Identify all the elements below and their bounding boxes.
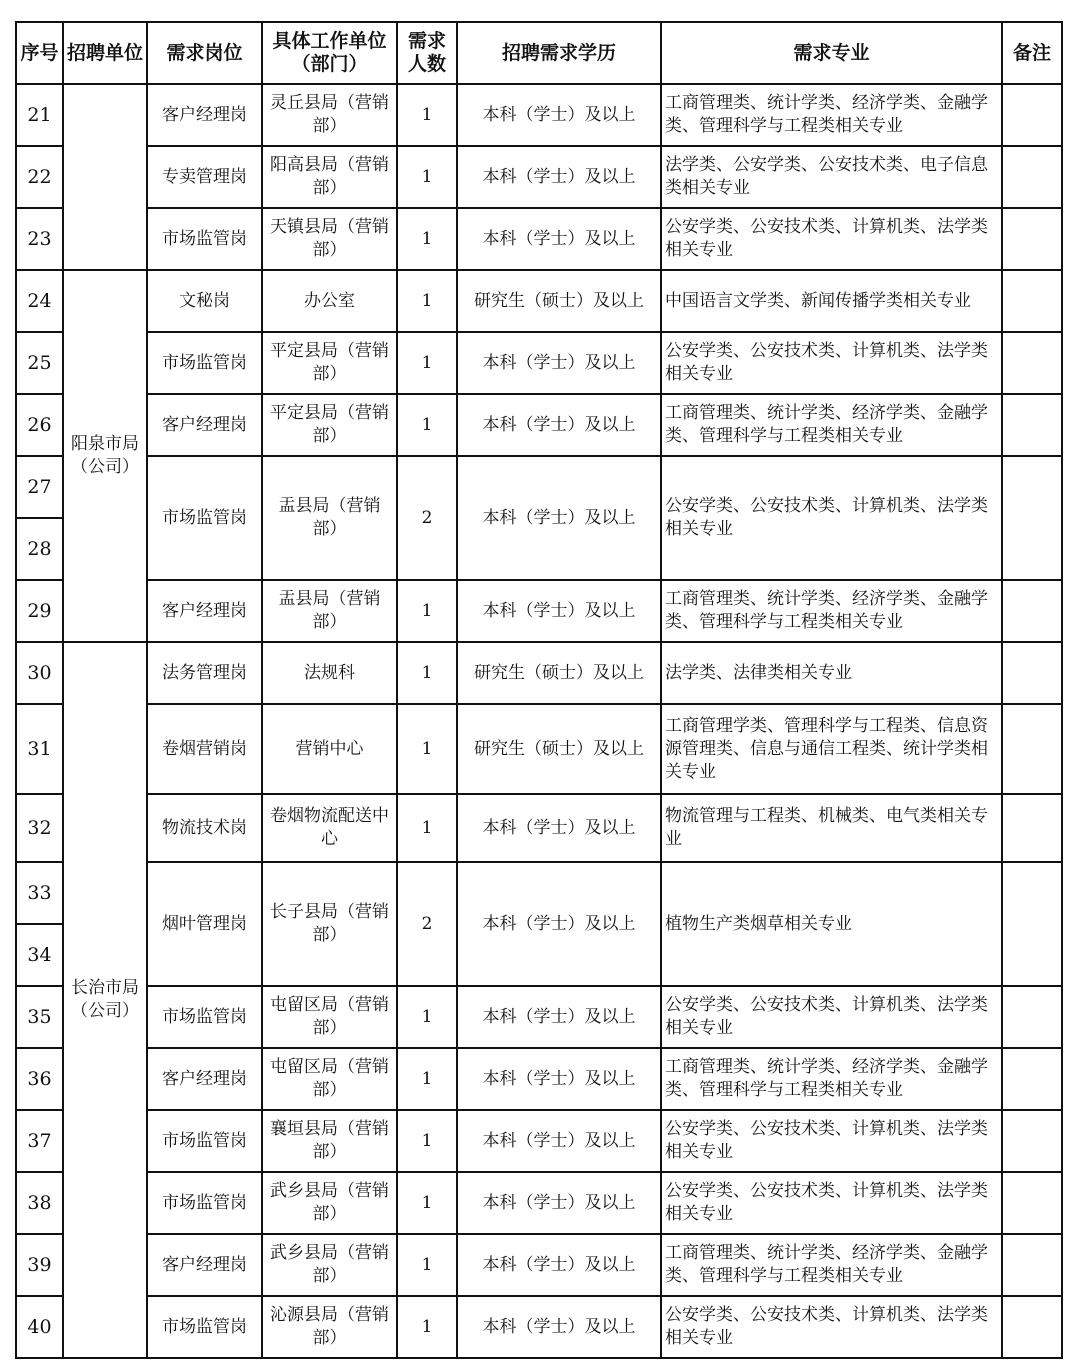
major-cell: 公安学类、公安技术类、计算机类、法学类相关专业	[661, 332, 1002, 394]
dept-cell: 屯留区局（营销部）	[262, 1048, 397, 1110]
note-cell	[1002, 642, 1062, 704]
post-cell: 市场监管岗	[147, 986, 262, 1048]
seq-cell: 36	[16, 1048, 63, 1110]
table-row	[16, 704, 1062, 794]
note-cell	[1002, 1048, 1062, 1110]
edu-cell: 本科（学士）及以上	[457, 456, 661, 580]
edu-cell: 本科（学士）及以上	[457, 146, 661, 208]
major-cell: 公安学类、公安技术类、计算机类、法学类相关专业	[661, 1172, 1002, 1234]
note-cell	[1002, 146, 1062, 208]
edu-cell: 本科（学士）及以上	[457, 1172, 661, 1234]
table-row	[16, 1234, 1062, 1296]
seq-cell: 29	[16, 580, 63, 642]
header-edu: 招聘需求学历	[457, 22, 661, 84]
post-cell: 文秘岗	[147, 270, 262, 332]
edu-cell: 本科（学士）及以上	[457, 1110, 661, 1172]
table-row	[16, 642, 1062, 704]
seq-cell: 22	[16, 146, 63, 208]
seq-cell: 30	[16, 642, 63, 704]
post-cell: 客户经理岗	[147, 84, 262, 146]
seq-cell: 25	[16, 332, 63, 394]
count-cell: 1	[397, 394, 457, 456]
dept-cell: 襄垣县局（营销部）	[262, 1110, 397, 1172]
seq-cell: 38	[16, 1172, 63, 1234]
unit-cell-empty	[63, 84, 147, 270]
major-cell: 物流管理与工程类、机械类、电气类相关专业	[661, 794, 1002, 862]
major-cell: 公安学类、公安技术类、计算机类、法学类相关专业	[661, 208, 1002, 270]
header-post: 需求岗位	[147, 22, 262, 84]
dept-cell: 沁源县局（营销部）	[262, 1296, 397, 1358]
note-cell	[1002, 270, 1062, 332]
count-cell: 1	[397, 1048, 457, 1110]
major-cell: 工商管理学类、管理科学与工程类、信息资源管理类、信息与通信工程类、统计学类相关专业	[661, 704, 1002, 794]
seq-cell: 33	[16, 862, 63, 924]
header-major: 需求专业	[661, 22, 1002, 84]
dept-cell: 武乡县局（营销部）	[262, 1172, 397, 1234]
edu-cell: 研究生（硕士）及以上	[457, 270, 661, 332]
count-cell: 1	[397, 1172, 457, 1234]
table-row	[16, 862, 1062, 924]
table-row	[16, 1110, 1062, 1172]
post-cell: 卷烟营销岗	[147, 704, 262, 794]
post-cell: 市场监管岗	[147, 332, 262, 394]
count-cell: 2	[397, 456, 457, 580]
edu-cell: 本科（学士）及以上	[457, 1234, 661, 1296]
count-cell: 1	[397, 580, 457, 642]
post-cell: 客户经理岗	[147, 1048, 262, 1110]
edu-cell: 本科（学士）及以上	[457, 986, 661, 1048]
dept-cell: 卷烟物流配送中心	[262, 794, 397, 862]
major-cell: 工商管理类、统计学类、经济学类、金融学类、管理科学与工程类相关专业	[661, 84, 1002, 146]
table-row	[16, 580, 1062, 642]
post-cell: 专卖管理岗	[147, 146, 262, 208]
table-row	[16, 146, 1062, 208]
edu-cell: 本科（学士）及以上	[457, 332, 661, 394]
seq-cell: 40	[16, 1296, 63, 1358]
unit-cell-yangquan: 阳泉市局（公司）	[63, 270, 147, 642]
count-cell: 1	[397, 642, 457, 704]
major-cell: 公安学类、公安技术类、计算机类、法学类相关专业	[661, 1110, 1002, 1172]
header-dept: 具体工作单位（部门）	[262, 22, 397, 84]
note-cell	[1002, 1110, 1062, 1172]
edu-cell: 本科（学士）及以上	[457, 84, 661, 146]
dept-cell: 天镇县局（营销部）	[262, 208, 397, 270]
note-cell	[1002, 1172, 1062, 1234]
count-cell: 1	[397, 84, 457, 146]
note-cell	[1002, 394, 1062, 456]
edu-cell: 本科（学士）及以上	[457, 794, 661, 862]
seq-cell: 28	[16, 518, 63, 580]
header-note: 备注	[1002, 22, 1062, 84]
post-cell: 法务管理岗	[147, 642, 262, 704]
unit-cell-changzhi: 长治市局（公司）	[63, 642, 147, 1358]
seq-cell: 26	[16, 394, 63, 456]
table-row	[16, 332, 1062, 394]
note-cell	[1002, 986, 1062, 1048]
major-cell: 植物生产类烟草相关专业	[661, 862, 1002, 986]
seq-cell: 35	[16, 986, 63, 1048]
major-cell: 公安学类、公安技术类、计算机类、法学类相关专业	[661, 1296, 1002, 1358]
seq-cell: 39	[16, 1234, 63, 1296]
seq-cell: 21	[16, 84, 63, 146]
table-row	[16, 394, 1062, 456]
dept-cell: 阳高县局（营销部）	[262, 146, 397, 208]
major-cell: 工商管理类、统计学类、经济学类、金融学类、管理科学与工程类相关专业	[661, 394, 1002, 456]
edu-cell: 本科（学士）及以上	[457, 862, 661, 986]
dept-cell: 屯留区局（营销部）	[262, 986, 397, 1048]
post-cell: 烟叶管理岗	[147, 862, 262, 986]
post-cell: 市场监管岗	[147, 208, 262, 270]
major-cell: 法学类、公安学类、公安技术类、电子信息类相关专业	[661, 146, 1002, 208]
note-cell	[1002, 84, 1062, 146]
post-cell: 客户经理岗	[147, 394, 262, 456]
header-row	[16, 22, 1062, 84]
post-cell: 物流技术岗	[147, 794, 262, 862]
seq-cell: 23	[16, 208, 63, 270]
post-cell: 市场监管岗	[147, 456, 262, 580]
dept-cell: 法规科	[262, 642, 397, 704]
post-cell: 市场监管岗	[147, 1172, 262, 1234]
seq-cell: 27	[16, 456, 63, 518]
seq-cell: 32	[16, 794, 63, 862]
note-cell	[1002, 580, 1062, 642]
major-cell: 公安学类、公安技术类、计算机类、法学类相关专业	[661, 456, 1002, 580]
dept-cell: 盂县局（营销部）	[262, 456, 397, 580]
edu-cell: 研究生（硕士）及以上	[457, 642, 661, 704]
header-count: 需求人数	[397, 22, 457, 84]
major-cell: 工商管理类、统计学类、经济学类、金融学类、管理科学与工程类相关专业	[661, 1234, 1002, 1296]
table-row	[16, 270, 1062, 332]
table-row	[16, 986, 1062, 1048]
dept-cell: 盂县局（营销部）	[262, 580, 397, 642]
count-cell: 1	[397, 1234, 457, 1296]
edu-cell: 本科（学士）及以上	[457, 580, 661, 642]
note-cell	[1002, 208, 1062, 270]
note-cell	[1002, 704, 1062, 794]
count-cell: 1	[397, 146, 457, 208]
recruitment-table	[15, 21, 1063, 1359]
table-row	[16, 84, 1062, 146]
major-cell: 法学类、法律类相关专业	[661, 642, 1002, 704]
count-cell: 1	[397, 270, 457, 332]
seq-cell: 31	[16, 704, 63, 794]
count-cell: 1	[397, 986, 457, 1048]
table-row	[16, 1172, 1062, 1234]
dept-cell: 灵丘县局（营销部）	[262, 84, 397, 146]
count-cell: 1	[397, 794, 457, 862]
header-unit: 招聘单位	[63, 22, 147, 84]
note-cell	[1002, 794, 1062, 862]
major-cell: 中国语言文学类、新闻传播学类相关专业	[661, 270, 1002, 332]
dept-cell: 办公室	[262, 270, 397, 332]
dept-cell: 平定县局（营销部）	[262, 332, 397, 394]
post-cell: 市场监管岗	[147, 1296, 262, 1358]
note-cell	[1002, 332, 1062, 394]
dept-cell: 武乡县局（营销部）	[262, 1234, 397, 1296]
table-row	[16, 208, 1062, 270]
count-cell: 1	[397, 1110, 457, 1172]
seq-cell: 24	[16, 270, 63, 332]
post-cell: 客户经理岗	[147, 580, 262, 642]
header-seq: 序号	[16, 22, 63, 84]
edu-cell: 本科（学士）及以上	[457, 1296, 661, 1358]
count-cell: 1	[397, 208, 457, 270]
dept-cell: 长子县局（营销部）	[262, 862, 397, 986]
count-cell: 2	[397, 862, 457, 986]
table-row	[16, 1296, 1062, 1358]
edu-cell: 本科（学士）及以上	[457, 208, 661, 270]
note-cell	[1002, 456, 1062, 580]
table-row	[16, 794, 1062, 862]
note-cell	[1002, 1296, 1062, 1358]
table-row	[16, 456, 1062, 518]
seq-cell: 34	[16, 924, 63, 986]
edu-cell: 研究生（硕士）及以上	[457, 704, 661, 794]
count-cell: 1	[397, 704, 457, 794]
dept-cell: 平定县局（营销部）	[262, 394, 397, 456]
major-cell: 公安学类、公安技术类、计算机类、法学类相关专业	[661, 986, 1002, 1048]
note-cell	[1002, 1234, 1062, 1296]
edu-cell: 本科（学士）及以上	[457, 1048, 661, 1110]
table-row	[16, 1048, 1062, 1110]
edu-cell: 本科（学士）及以上	[457, 394, 661, 456]
major-cell: 工商管理类、统计学类、经济学类、金融学类、管理科学与工程类相关专业	[661, 1048, 1002, 1110]
post-cell: 客户经理岗	[147, 1234, 262, 1296]
seq-cell: 37	[16, 1110, 63, 1172]
count-cell: 1	[397, 1296, 457, 1358]
post-cell: 市场监管岗	[147, 1110, 262, 1172]
note-cell	[1002, 862, 1062, 986]
dept-cell: 营销中心	[262, 704, 397, 794]
major-cell: 工商管理类、统计学类、经济学类、金融学类、管理科学与工程类相关专业	[661, 580, 1002, 642]
count-cell: 1	[397, 332, 457, 394]
